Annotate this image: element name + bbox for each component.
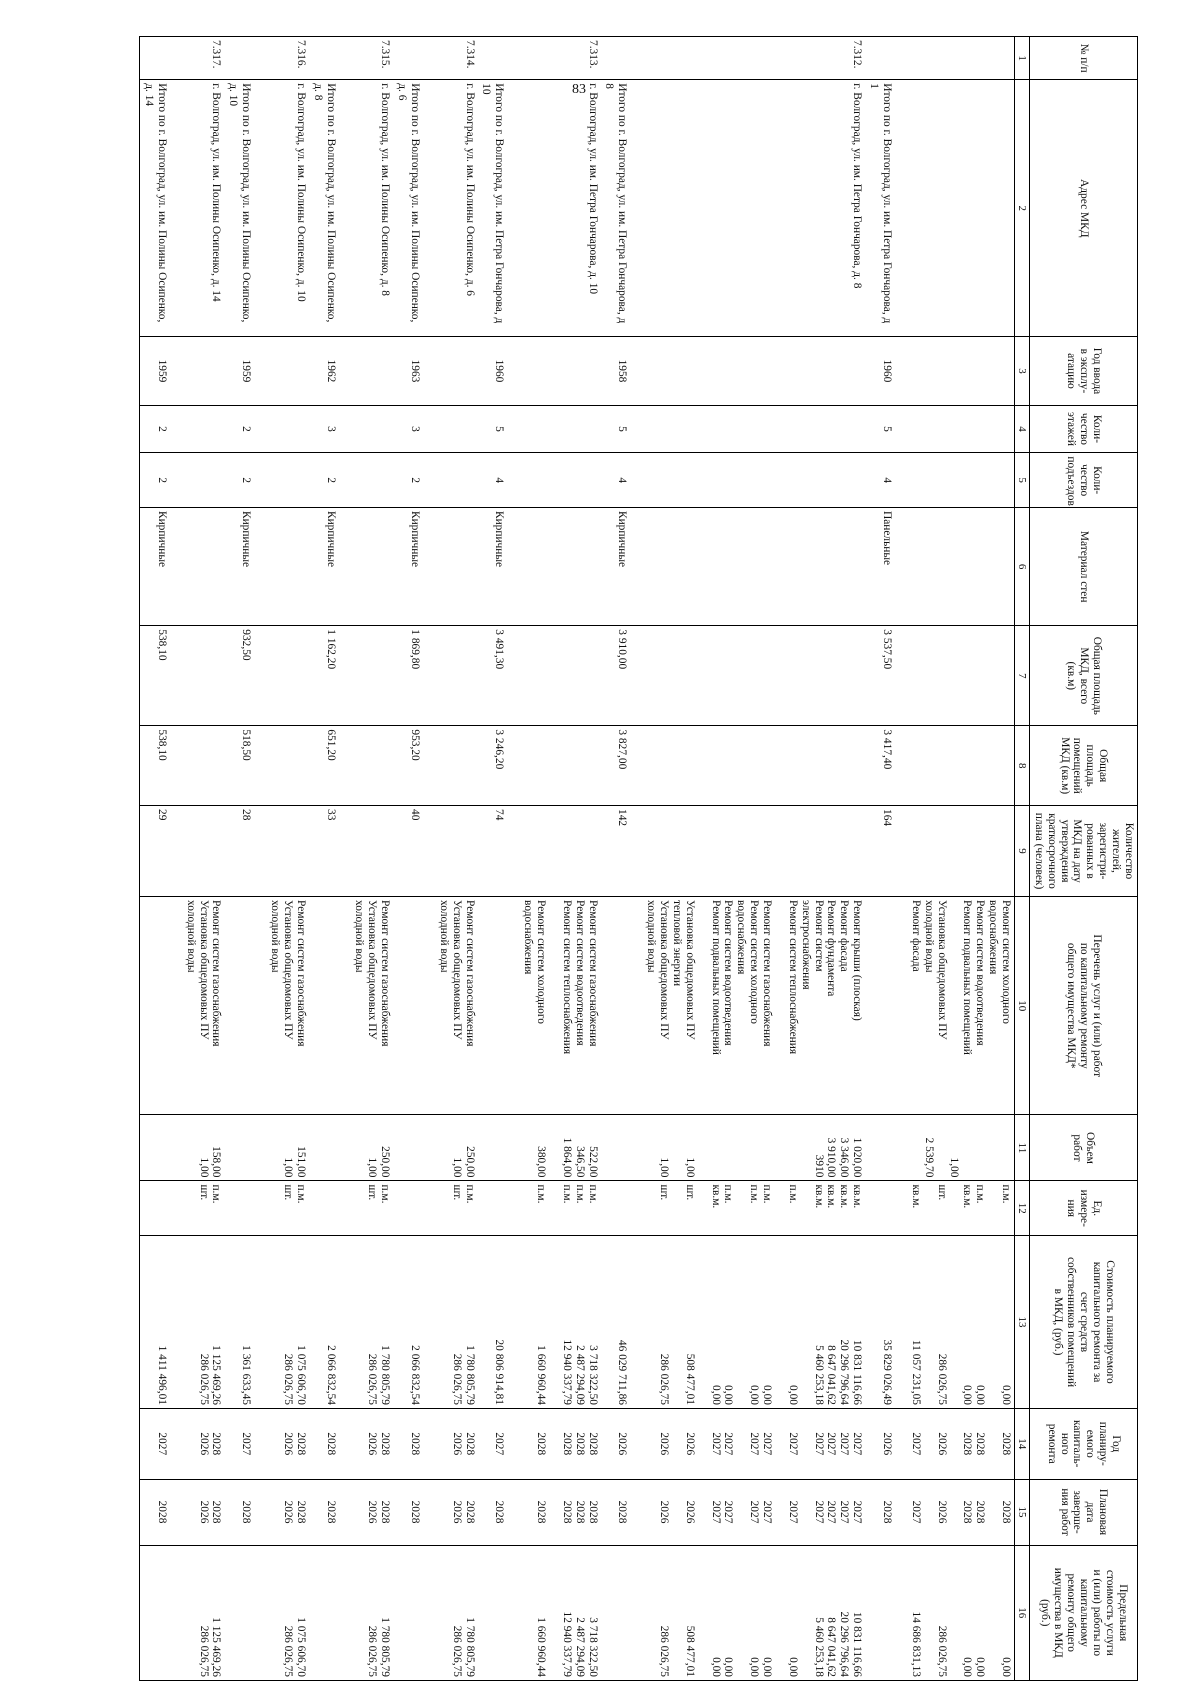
address-cell: Итого по г. Волгоград, ул. им. Полины Осипенко, д. 10 xyxy=(225,80,267,337)
year-commissioned-cell xyxy=(907,337,1015,405)
total-row xyxy=(478,37,520,1681)
total-area-cell xyxy=(351,626,394,726)
residents-cell: 33 xyxy=(309,806,351,897)
floors-cell: 2 xyxy=(140,405,182,453)
residents-cell xyxy=(182,806,225,897)
volume-cell xyxy=(478,1115,520,1181)
total-area-cell: 3 491,30 xyxy=(478,626,520,726)
volume-cell xyxy=(601,1115,643,1181)
table-row xyxy=(266,37,309,1681)
completion-date-cell: 2028 2026 xyxy=(435,1479,478,1545)
entrances-cell xyxy=(642,453,865,508)
works-list-cell xyxy=(865,897,907,1115)
works-list-cell xyxy=(140,897,182,1115)
cost-cell: 1 125 469,26 286 026,75 xyxy=(182,1236,225,1409)
entrances-cell xyxy=(435,453,478,508)
row-number-cell: 7.313. xyxy=(519,37,600,80)
total-row xyxy=(865,37,907,1681)
unit-cell xyxy=(309,1181,351,1236)
total-area-cell: 1 869,80 xyxy=(393,626,435,726)
repair-year-cell: 2027 xyxy=(225,1408,267,1479)
residents-cell: 40 xyxy=(393,806,435,897)
address-cell: Итого по г. Волгоград, ул. им. Полины Осипенко, д. 14 xyxy=(140,80,182,337)
floors-cell xyxy=(519,405,600,453)
column-number: 16 xyxy=(1015,1545,1030,1681)
volume-cell: 250,00 1,00 xyxy=(435,1115,478,1181)
premises-area-cell: 953,20 xyxy=(393,726,435,806)
wall-material-cell xyxy=(351,507,394,625)
repair-year-cell: 2028 2026 xyxy=(435,1408,478,1479)
column-number: 6 xyxy=(1015,507,1030,625)
premises-area-cell xyxy=(351,726,394,806)
row-number-cell: 7.314. xyxy=(435,37,478,80)
wall-material-cell xyxy=(435,507,478,625)
address-cell: г. Волгоград, ул. им. Петра Гончарова, д. 10 xyxy=(519,80,600,337)
table-row xyxy=(907,37,1015,1681)
premises-area-cell xyxy=(266,726,309,806)
premises-area-cell: 538,10 xyxy=(140,726,182,806)
column-number: 9 xyxy=(1015,806,1030,897)
unit-cell xyxy=(140,1181,182,1236)
total-row xyxy=(140,37,182,1681)
unit-cell xyxy=(393,1181,435,1236)
row-number-cell xyxy=(309,37,351,80)
total-row xyxy=(225,37,267,1681)
works-list-cell xyxy=(393,897,435,1115)
volume-cell xyxy=(393,1115,435,1181)
volume-cell: 1 020,00 3 346,00 3 910,00 3910 1,00 1,00 xyxy=(642,1115,865,1181)
header-volume: Объем работ xyxy=(1030,1115,1138,1181)
completion-date-cell: 2028 2026 xyxy=(351,1479,394,1545)
year-commissioned-cell: 1960 xyxy=(478,337,520,405)
address-cell: Итого по г. Волгоград, ул. им. Полины Осипенко, д. 6 xyxy=(393,80,435,337)
address-cell xyxy=(907,80,1015,337)
floors-cell: 3 xyxy=(393,405,435,453)
floors-cell xyxy=(182,405,225,453)
year-commissioned-cell xyxy=(519,337,600,405)
year-commissioned-cell xyxy=(435,337,478,405)
floors-cell xyxy=(351,405,394,453)
row-number-cell xyxy=(225,37,267,80)
floors-cell: 3 xyxy=(309,405,351,453)
completion-date-cell: 2028 xyxy=(225,1479,267,1545)
cost-cell: 2 066 832,54 xyxy=(393,1236,435,1409)
premises-area-cell: 518,50 xyxy=(225,726,267,806)
column-number: 2 xyxy=(1015,80,1030,337)
unit-cell: п.м. шт. xyxy=(266,1181,309,1236)
header-wall-material: Материал стен xyxy=(1030,507,1138,625)
header-cost: Стоимость планируемого капитального ремонта за счет средств собственников помещений в МКД, (руб.) xyxy=(1030,1236,1138,1409)
header-number: № п/п xyxy=(1030,37,1138,80)
cost-cell: 1 361 633,45 xyxy=(225,1236,267,1409)
total-area-cell: 3 910,00 xyxy=(601,626,643,726)
column-number: 5 xyxy=(1015,453,1030,508)
row-number-cell xyxy=(140,37,182,80)
unit-cell xyxy=(865,1181,907,1236)
entrances-cell: 4 xyxy=(478,453,520,508)
floors-cell: 5 xyxy=(865,405,907,453)
wall-material-cell: Кирпичные xyxy=(140,507,182,625)
completion-date-cell: 2028 2026 xyxy=(266,1479,309,1545)
max-cost-cell: 1 125 469,26 286 026,75 xyxy=(182,1545,225,1681)
address-cell: Итого по г. Волгоград, ул. им. Полины Осипенко, д. 8 xyxy=(309,80,351,337)
row-number-cell xyxy=(865,37,907,80)
column-number: 8 xyxy=(1015,726,1030,806)
column-number: 1 xyxy=(1015,37,1030,80)
premises-area-cell xyxy=(642,726,865,806)
cost-cell: 1 780 805,79 286 026,75 xyxy=(435,1236,478,1409)
repair-year-cell: 2027 2027 2027 2027 2027 2027 2027 2027 2027 2026 2026 xyxy=(642,1408,865,1479)
total-row xyxy=(393,37,435,1681)
volume-cell: 250,00 1,00 xyxy=(351,1115,394,1181)
wall-material-cell: Кирпичные xyxy=(393,507,435,625)
floors-cell xyxy=(435,405,478,453)
year-commissioned-cell xyxy=(182,337,225,405)
column-number: 15 xyxy=(1015,1479,1030,1545)
table-row xyxy=(519,37,600,1681)
completion-date-cell: 2027 2027 2027 2027 2027 2027 2027 2027 2027 2026 2026 xyxy=(642,1479,865,1545)
entrances-cell: 2 xyxy=(225,453,267,508)
floors-cell xyxy=(266,405,309,453)
row-number-cell xyxy=(478,37,520,80)
column-number: 14 xyxy=(1015,1408,1030,1479)
entrances-cell xyxy=(182,453,225,508)
year-commissioned-cell xyxy=(351,337,394,405)
works-list-cell: Ремонт систем газоснабжения Ремонт систем водоотведения Ремонт систем теплоснабжения Ремонт систем холодного водоснабжения xyxy=(519,897,600,1115)
works-list-cell: Ремонт систем газоснабжения Установка общедомовых ПУ холодной воды xyxy=(266,897,309,1115)
table-row xyxy=(182,37,225,1681)
residents-cell: 142 xyxy=(601,806,643,897)
completion-date-cell: 2028 xyxy=(478,1479,520,1545)
total-area-cell: 1 162,20 xyxy=(309,626,351,726)
row-number-cell: 7.315. xyxy=(351,37,394,80)
year-commissioned-cell xyxy=(642,337,865,405)
address-cell: Итого по г. Волгоград, ул. им. Петра Гончарова, д 8 xyxy=(601,80,643,337)
max-cost-cell xyxy=(393,1545,435,1681)
row-number-cell xyxy=(907,37,1015,80)
completion-date-cell: 2028 xyxy=(309,1479,351,1545)
wall-material-cell xyxy=(182,507,225,625)
volume-cell: 151,00 1,00 xyxy=(266,1115,309,1181)
residents-cell xyxy=(266,806,309,897)
repair-year-cell: 2028 xyxy=(309,1408,351,1479)
wall-material-cell xyxy=(907,507,1015,625)
cost-cell: 1 411 496,01 xyxy=(140,1236,182,1409)
year-commissioned-cell: 1959 xyxy=(225,337,267,405)
cost-cell: 35 829 026,49 xyxy=(865,1236,907,1409)
cost-cell: 10 831 116,66 20 296 796,64 8 647 041,62 5 460 253,18 0,00 0,00 0,00 0,00 0,00 508 477,01 286 026,75 xyxy=(642,1236,865,1409)
volume-cell xyxy=(140,1115,182,1181)
completion-date-cell: 2028 xyxy=(601,1479,643,1545)
floors-cell xyxy=(907,405,1015,453)
header-row xyxy=(1030,37,1138,1681)
header-entrances: Коли- чество подъездов xyxy=(1030,453,1138,508)
repair-year-cell: 2028 2028 2028 2026 2027 xyxy=(907,1408,1015,1479)
column-number: 12 xyxy=(1015,1181,1030,1236)
repair-year-cell: 2028 2026 xyxy=(182,1408,225,1479)
address-cell: г. Волгоград, ул. им. Полины Осипенко, д. 14 xyxy=(182,80,225,337)
cost-cell: 0,00 0,00 0,00 286 026,75 11 057 231,05 xyxy=(907,1236,1015,1409)
max-cost-cell: 0,00 0,00 0,00 286 026,75 14 686 831,13 xyxy=(907,1545,1015,1681)
row-number-cell xyxy=(601,37,643,80)
entrances-cell: 2 xyxy=(140,453,182,508)
premises-area-cell: 3 246,20 xyxy=(478,726,520,806)
header-total-area: Общая площадь МКД, всего (кв.м) xyxy=(1030,626,1138,726)
completion-date-cell: 2028 2028 2028 2028 xyxy=(519,1479,600,1545)
total-row xyxy=(309,37,351,1681)
works-list-cell: Ремонт систем холодного водоснабжения Ремонт систем водоотведения Ремонт подвальных помещений Установка общедомовых ПУ холодной воды Ремонт фасада xyxy=(907,897,1015,1115)
address-cell: Итого по г. Волгоград, ул. им. Петра Гончарова, д 1 xyxy=(865,80,907,337)
residents-cell xyxy=(642,806,865,897)
max-cost-cell xyxy=(225,1545,267,1681)
column-number: 3 xyxy=(1015,337,1030,405)
wall-material-cell: Панельные xyxy=(865,507,907,625)
entrances-cell: 4 xyxy=(865,453,907,508)
header-premises-area: Общая площадь помещений МКД (кв.м) xyxy=(1030,726,1138,806)
floors-cell: 5 xyxy=(601,405,643,453)
address-cell: г. Волгоград, ул. им. Полины Осипенко, д. 10 xyxy=(266,80,309,337)
address-cell: г. Волгоград, ул. им. Петра Гончарова, д. 8 xyxy=(642,80,865,337)
column-number: 7 xyxy=(1015,626,1030,726)
header-works-list: Перечень услуг и (или) работ по капитальному ремонту общего имущества МКД* xyxy=(1030,897,1138,1115)
table-row xyxy=(435,37,478,1681)
residents-cell: 74 xyxy=(478,806,520,897)
capital-repair-table xyxy=(139,36,1138,1681)
table-row xyxy=(642,37,865,1681)
year-commissioned-cell: 1960 xyxy=(865,337,907,405)
wall-material-cell xyxy=(642,507,865,625)
column-number: 10 xyxy=(1015,897,1030,1115)
works-list-cell: Ремонт крыши (плоская) Ремонт фасада Ремонт фундамента Ремонт систем электроснабжения Ремонт систем теплоснабжения Ремонт систем газоснабжения Ремонт систем холодного водоснабжения Ремонт систем водоотведения Ремонт подвальных помещений Установка общедомовых ПУ тепловой энергии Установка общедомовых ПУ холодной воды xyxy=(642,897,865,1115)
header-completion-date: Плановая дата заверше- ния работ xyxy=(1030,1479,1138,1545)
total-area-cell xyxy=(182,626,225,726)
header-residents: Количество жителей, зарегистри- рованных в МКД на дату утверждения краткосрочного плана (человек) xyxy=(1030,806,1138,897)
header-floors: Коли- чество этажей xyxy=(1030,405,1138,453)
entrances-cell xyxy=(907,453,1015,508)
volume-cell: 1,00 2 539,70 xyxy=(907,1115,1015,1181)
residents-cell xyxy=(351,806,394,897)
total-row xyxy=(601,37,643,1681)
wall-material-cell: Кирпичные xyxy=(309,507,351,625)
repair-year-cell: 2028 2026 xyxy=(351,1408,394,1479)
max-cost-cell xyxy=(309,1545,351,1681)
residents-cell: 28 xyxy=(225,806,267,897)
total-area-cell xyxy=(435,626,478,726)
residents-cell: 29 xyxy=(140,806,182,897)
column-number: 13 xyxy=(1015,1236,1030,1409)
max-cost-cell xyxy=(140,1545,182,1681)
premises-area-cell: 3 417,40 xyxy=(865,726,907,806)
completion-date-cell: 2028 2026 xyxy=(182,1479,225,1545)
cost-cell: 2 066 832,54 xyxy=(309,1236,351,1409)
works-list-cell xyxy=(225,897,267,1115)
works-list-cell xyxy=(478,897,520,1115)
header-max-cost: Предельная стоимость услуги и (или) работы по капитальному ремонту общего имущества в МКД (руб.) xyxy=(1030,1545,1138,1681)
cost-cell: 3 718 322,50 2 487 294,09 12 940 337,79 1 660 960,44 xyxy=(519,1236,600,1409)
year-commissioned-cell: 1958 xyxy=(601,337,643,405)
residents-cell: 164 xyxy=(865,806,907,897)
max-cost-cell: 1 780 805,79 286 026,75 xyxy=(351,1545,394,1681)
max-cost-cell xyxy=(478,1545,520,1681)
repair-year-cell: 2028 2028 2028 2028 xyxy=(519,1408,600,1479)
floors-cell xyxy=(642,405,865,453)
premises-area-cell: 3 827,00 xyxy=(601,726,643,806)
row-number-cell: 7.317. xyxy=(182,37,225,80)
year-commissioned-cell: 1962 xyxy=(309,337,351,405)
year-commissioned-cell: 1963 xyxy=(393,337,435,405)
premises-area-cell: 651,20 xyxy=(309,726,351,806)
residents-cell xyxy=(519,806,600,897)
year-commissioned-cell xyxy=(266,337,309,405)
repair-year-cell: 2026 xyxy=(601,1408,643,1479)
total-area-cell xyxy=(266,626,309,726)
premises-area-cell xyxy=(182,726,225,806)
unit-cell xyxy=(601,1181,643,1236)
address-cell: Итого по г. Волгоград, ул. им. Петра Гончарова, д 10 xyxy=(478,80,520,337)
works-list-cell xyxy=(309,897,351,1115)
entrances-cell: 4 xyxy=(601,453,643,508)
unit-cell: п.м. шт. xyxy=(435,1181,478,1236)
row-number-cell: 7.316. xyxy=(266,37,309,80)
repair-year-cell: 2027 xyxy=(140,1408,182,1479)
address-cell: г. Волгоград, ул. им. Полины Осипенко, д. 6 xyxy=(435,80,478,337)
completion-date-cell: 2028 xyxy=(140,1479,182,1545)
header-year-commissioned: Год ввода в эксплу- атацию xyxy=(1030,337,1138,405)
address-cell: г. Волгоград, ул. им. Полины Осипенко, д. 8 xyxy=(351,80,394,337)
max-cost-cell: 1 075 606,70 286 026,75 xyxy=(266,1545,309,1681)
premises-area-cell xyxy=(519,726,600,806)
cost-cell: 20 806 914,81 xyxy=(478,1236,520,1409)
works-list-cell: Ремонт систем газоснабжения Установка общедомовых ПУ холодной воды xyxy=(435,897,478,1115)
completion-date-cell: 2028 xyxy=(865,1479,907,1545)
cost-cell: 1 075 606,70 286 026,75 xyxy=(266,1236,309,1409)
volume-cell: 158,00 1,00 xyxy=(182,1115,225,1181)
wall-material-cell: Кирпичные xyxy=(601,507,643,625)
header-repair-year: Год планиру- емого капиталь- ного ремонта xyxy=(1030,1408,1138,1479)
volume-cell xyxy=(225,1115,267,1181)
floors-cell: 2 xyxy=(225,405,267,453)
residents-cell xyxy=(435,806,478,897)
unit-cell xyxy=(225,1181,267,1236)
total-area-cell: 932,50 xyxy=(225,626,267,726)
entrances-cell xyxy=(351,453,394,508)
column-number: 4 xyxy=(1015,405,1030,453)
works-list-cell: Ремонт систем газоснабжения Установка общедомовых ПУ холодной воды xyxy=(351,897,394,1115)
wall-material-cell xyxy=(266,507,309,625)
repair-year-cell: 2028 xyxy=(393,1408,435,1479)
completion-date-cell: 2028 2028 2028 2026 2027 xyxy=(907,1479,1015,1545)
volume-cell xyxy=(309,1115,351,1181)
repair-year-cell: 2027 xyxy=(478,1408,520,1479)
entrances-cell: 2 xyxy=(309,453,351,508)
wall-material-cell: Кирпичные xyxy=(478,507,520,625)
works-list-cell xyxy=(601,897,643,1115)
row-number-cell: 7.312. xyxy=(642,37,865,80)
unit-cell: п.м. п.м. п.м. п.м. xyxy=(519,1181,600,1236)
unit-cell xyxy=(478,1181,520,1236)
total-area-cell xyxy=(642,626,865,726)
entrances-cell: 2 xyxy=(393,453,435,508)
max-cost-cell: 10 831 116,66 20 296 796,64 8 647 041,62 5 460 253,18 0,00 0,00 0,00 0,00 0,00 508 477,01 286 026,75 xyxy=(642,1545,865,1681)
rotated-table-wrapper xyxy=(53,36,1138,1681)
unit-cell: п.м. шт. xyxy=(182,1181,225,1236)
entrances-cell xyxy=(519,453,600,508)
page-number: 83 xyxy=(572,82,586,97)
max-cost-cell: 3 718 322,50 2 487 294,09 12 940 337,79 1 660 960,44 xyxy=(519,1545,600,1681)
total-area-cell: 538,10 xyxy=(140,626,182,726)
max-cost-cell xyxy=(865,1545,907,1681)
entrances-cell xyxy=(266,453,309,508)
residents-cell xyxy=(907,806,1015,897)
works-list-cell: Ремонт систем газоснабжения Установка общедомовых ПУ холодной воды xyxy=(182,897,225,1115)
total-area-cell xyxy=(907,626,1015,726)
premises-area-cell xyxy=(907,726,1015,806)
floors-cell: 5 xyxy=(478,405,520,453)
total-area-cell xyxy=(519,626,600,726)
volume-cell: 522,00 346,50 1 864,00 380,00 xyxy=(519,1115,600,1181)
volume-cell xyxy=(865,1115,907,1181)
max-cost-cell: 1 780 805,79 286 026,75 xyxy=(435,1545,478,1681)
premises-area-cell xyxy=(435,726,478,806)
unit-cell: п.м. шт. xyxy=(351,1181,394,1236)
cost-cell: 46 029 711,86 xyxy=(601,1236,643,1409)
row-number-cell xyxy=(393,37,435,80)
header-unit: Ед. измере- ния xyxy=(1030,1181,1138,1236)
table-row xyxy=(351,37,394,1681)
repair-year-cell: 2028 2026 xyxy=(266,1408,309,1479)
cost-cell: 1 780 805,79 286 026,75 xyxy=(351,1236,394,1409)
year-commissioned-cell: 1959 xyxy=(140,337,182,405)
header-address: Адрес МКД xyxy=(1030,80,1138,337)
unit-cell: кв.м. кв.м. кв.м. кв.м. п.м. п.м. п.м. п.м. кв.м. шт. шт. xyxy=(642,1181,865,1236)
repair-year-cell: 2026 xyxy=(865,1408,907,1479)
wall-material-cell: Кирпичные xyxy=(225,507,267,625)
table-body xyxy=(140,37,1015,1681)
column-number-row xyxy=(1015,37,1030,1681)
completion-date-cell: 2028 xyxy=(393,1479,435,1545)
total-area-cell: 3 537,50 xyxy=(865,626,907,726)
unit-cell: п.м. п.м. кв.м. шт. кв.м. xyxy=(907,1181,1015,1236)
max-cost-cell xyxy=(601,1545,643,1681)
wall-material-cell xyxy=(519,507,600,625)
column-number: 11 xyxy=(1015,1115,1030,1181)
